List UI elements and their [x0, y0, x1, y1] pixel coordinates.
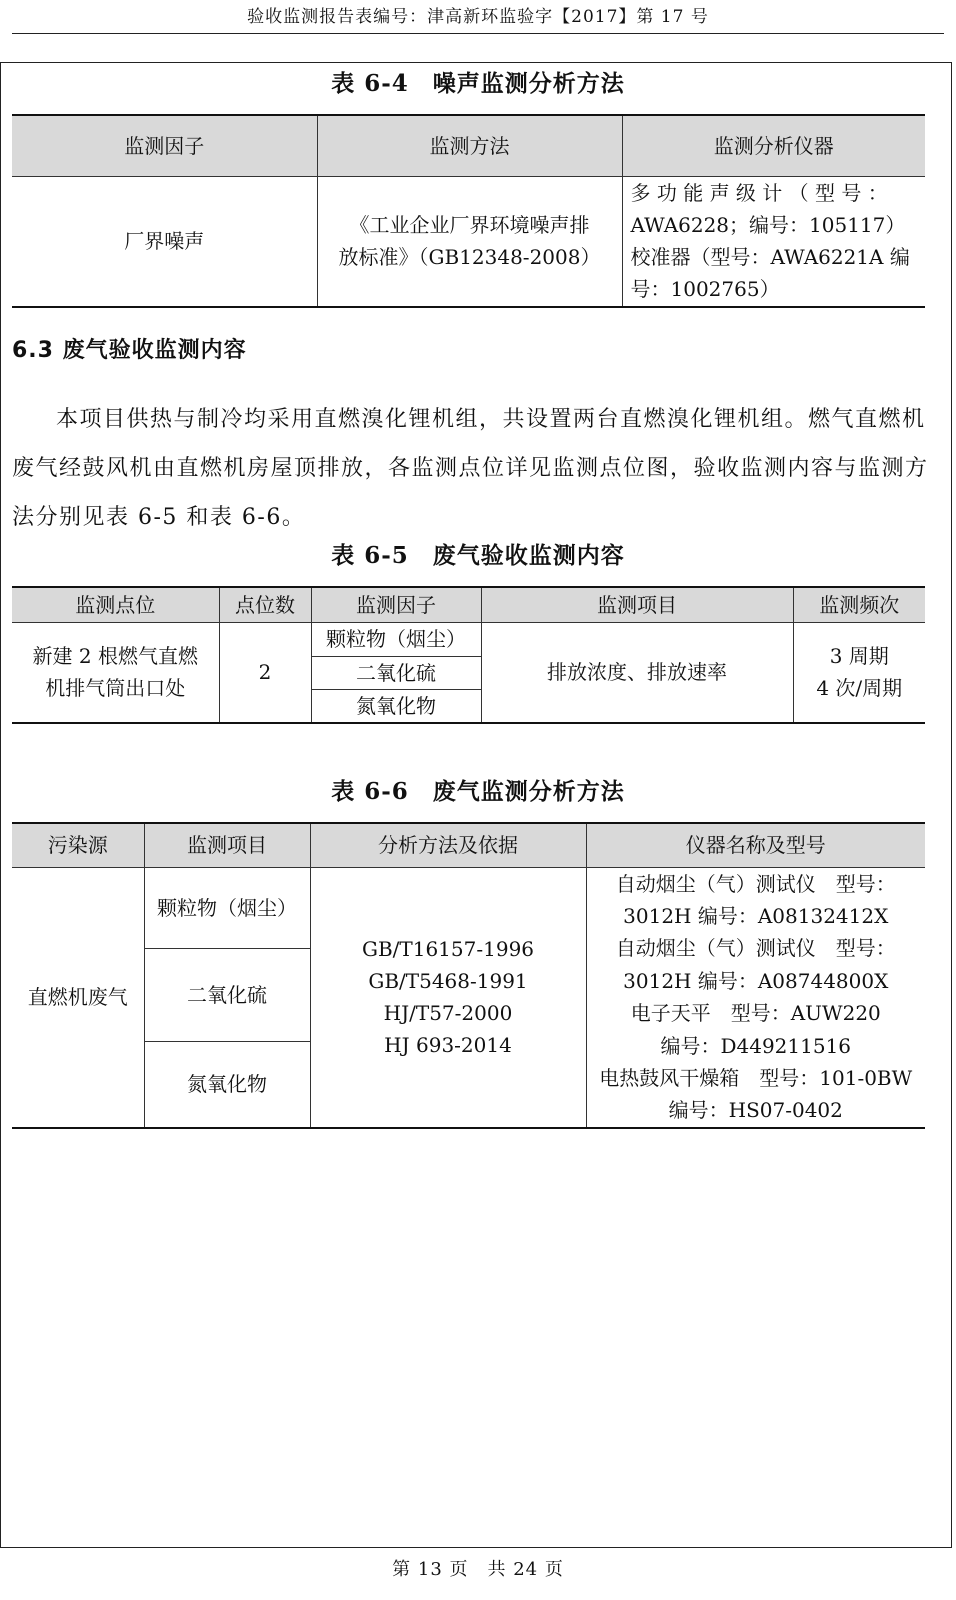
table-6-6-item: 颗粒物（烟尘）	[144, 867, 310, 949]
table-6-6-item: 二氧化硫	[144, 949, 310, 1042]
table-6-4-header-instrument: 监测分析仪器	[622, 115, 925, 176]
instrument-line: 3012H 编号：A08132412X	[623, 903, 889, 928]
section-paragraph: 本项目供热与制冷均采用直燃溴化锂机组，共设置两台直燃溴化锂机组。燃气直燃机废气经鼓风机由直燃机房屋顶排放，各监测点位详见监测点位图，验收监测内容与监测方法分别见表 6-5 和表 6-6。	[12, 407, 929, 530]
method-line: 放标准》（GB12348-2008）	[338, 245, 601, 270]
table-6-6-source: 直燃机废气	[12, 867, 144, 1128]
method-standard: GB/T16157-1996	[361, 937, 535, 962]
table-6-6	[12, 822, 925, 1129]
instrument-line: 编号：D449211516	[660, 1033, 852, 1058]
table-6-4	[12, 114, 925, 308]
table-6-4-header-factor: 监测因子	[12, 115, 317, 176]
table-6-5-factor: 氮氧化物	[311, 689, 481, 723]
report-header: 验收监测报告表编号：津高新环监验字【2017】第 17 号	[247, 7, 709, 27]
table-6-6-instruments	[586, 867, 925, 1128]
instrument-line: AWA6228；编号：105117）	[630, 213, 906, 238]
table-6-4-header-method: 监测方法	[317, 115, 622, 176]
table-6-6-item: 氮氧化物	[144, 1041, 310, 1128]
method-line: 《工业企业厂界环境噪声排	[349, 213, 590, 238]
table-6-5-factor: 二氧化硫	[311, 656, 481, 689]
table-6-4-method	[317, 176, 622, 307]
table-6-4-factor: 厂界噪声	[12, 176, 317, 307]
location-line: 新建 2 根燃气直燃	[32, 644, 198, 668]
table-6-4-instrument	[622, 176, 925, 307]
table-6-5-frequency	[793, 622, 925, 723]
table-6-5-items: 排放浓度、排放速率	[481, 622, 793, 723]
table-6-5-location	[12, 622, 219, 723]
section-title: 6.3 废气验收监测内容	[12, 338, 247, 363]
instrument-line: 自动烟尘（气）测试仪 型号：	[615, 871, 896, 896]
table-6-5-header-count: 点位数	[219, 587, 311, 622]
table-6-6-header-instruments: 仪器名称及型号	[586, 823, 925, 867]
instrument-line: 电热鼓风干燥箱 型号：101-0BW	[599, 1065, 913, 1090]
method-standard: HJ 693-2014	[384, 1033, 512, 1058]
page-footer: 第 13 页 共 24 页	[392, 1559, 564, 1580]
table-6-6-methods	[310, 867, 586, 1128]
instrument-line: 多 功 能 声 级 计 （ 型 号 ：	[630, 181, 888, 206]
frequency-line: 3 周期	[829, 644, 889, 668]
table-6-5-header-items: 监测项目	[481, 587, 793, 622]
table-6-5	[12, 586, 925, 724]
instrument-line: 号：1002765）	[630, 277, 780, 302]
instrument-line: 3012H 编号：A08744800X	[623, 968, 889, 993]
table-6-6-header-items: 监测项目	[144, 823, 310, 867]
instrument-line: 编号：HS07-0402	[668, 1098, 843, 1123]
table-6-5-count: 2	[219, 622, 311, 723]
table-6-5-header-factor: 监测因子	[311, 587, 481, 622]
instrument-line: 自动烟尘（气）测试仪 型号：	[615, 936, 896, 961]
table-6-4-caption: 表 6-4 噪声监测分析方法	[331, 70, 625, 97]
location-line: 机排气筒出口处	[45, 676, 186, 700]
table-6-5-header-location: 监测点位	[12, 587, 219, 622]
instrument-line: 电子天平 型号：AUW220	[630, 1001, 881, 1026]
table-6-6-caption: 表 6-6 废气监测分析方法	[331, 778, 625, 805]
instrument-line: 校准器（型号：AWA6221A 编	[630, 245, 910, 270]
table-6-6-header-methods: 分析方法及依据	[310, 823, 586, 867]
table-6-5-caption: 表 6-5 废气验收监测内容	[331, 542, 625, 569]
method-standard: GB/T5468-1991	[368, 969, 528, 994]
header-divider	[12, 33, 944, 34]
table-6-5-factor: 颗粒物（烟尘）	[311, 622, 481, 656]
frequency-line: 4 次/周期	[816, 676, 903, 700]
table-6-5-header-frequency: 监测频次	[793, 587, 925, 622]
table-6-6-header-source: 污染源	[12, 823, 144, 867]
method-standard: HJ/T57-2000	[383, 1001, 513, 1026]
